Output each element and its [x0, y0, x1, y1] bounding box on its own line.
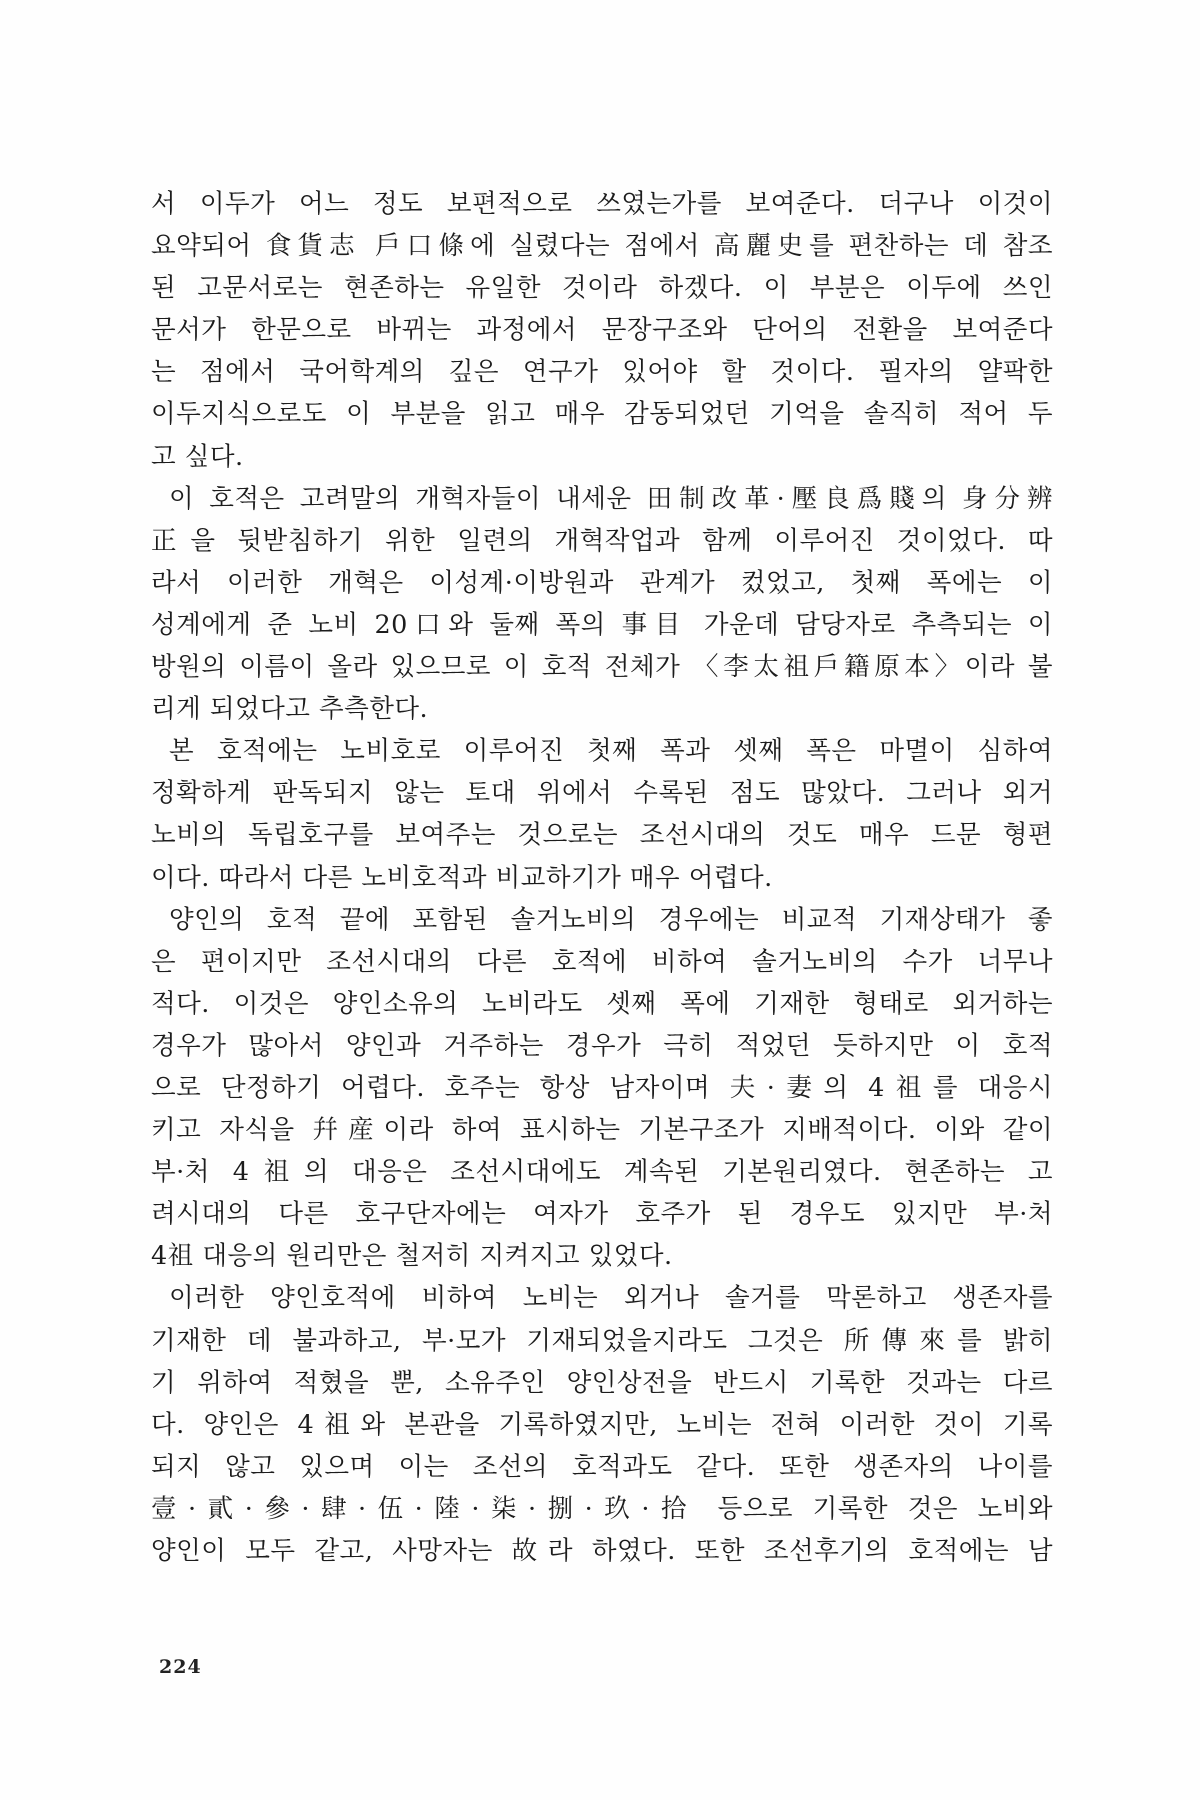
text-line: 적다. 이것은 양인소유의 노비라도 셋째 폭에 기재한 형태로 외거하는 [151, 988, 1053, 1019]
text-line: 양인이 모두 같고, 사망자는 故라 하였다. 또한 조선후기의 호적에는 남 [151, 1536, 1053, 1566]
text-line: 은 편이지만 조선시대의 다른 호적에 비하여 솔거노비의 수가 너무나 [151, 946, 1053, 977]
text-line: 문서가 한문으로 바뀌는 과정에서 문장구조와 단어의 전환을 보여준다 [151, 315, 1053, 346]
text-line: 성계에게 준 노비 20口와 둘째 폭의 事目 가운데 담당자로 추측되는 이 [151, 609, 1053, 640]
text-line: 4祖 대응의 원리만은 철저히 지켜지고 있었다. [151, 1241, 673, 1272]
text-line: 이 호적은 고려말의 개혁자들이 내세운 田制改革·壓良爲賤의 身分辨 [169, 483, 1053, 514]
text-line: 려시대의 다른 호구단자에는 여자가 호주가 된 경우도 있지만 부·처 [151, 1199, 1053, 1230]
paragraph [151, 730, 1053, 898]
text-line: 요약되어 食貨志 戶口條에 실렸다는 점에서 高麗史를 편찬하는 데 참조 [151, 231, 1053, 262]
text-line: 正을 뒷받침하기 위한 일련의 개혁작업과 함께 이루어진 것이었다. 따 [151, 525, 1053, 556]
text-line: 이러한 양인호적에 비하여 노비는 외거나 솔거를 막론하고 생존자를 [169, 1283, 1053, 1314]
text-line: 방원의 이름이 올라 있으므로 이 호적 전체가 〈李太祖戶籍原本〉이라 불 [151, 652, 1053, 683]
text-line: 으로 단정하기 어렵다. 호주는 항상 남자이며 夫·妻의 4祖를 대응시 [151, 1072, 1053, 1103]
text-line: 된 고문서로는 현존하는 유일한 것이라 하겠다. 이 부분은 이두에 쓰인 [151, 273, 1053, 304]
text-line: 다. 양인은 4祖와 본관을 기록하였지만, 노비는 전혀 이러한 것이 기록 [151, 1409, 1053, 1440]
text-line: 기재한 데 불과하고, 부·모가 기재되었을지라도 그것은 所傳來를 밝히 [151, 1325, 1053, 1356]
paragraph [151, 478, 1053, 731]
text-line: 정확하게 판독되지 않는 토대 위에서 수록된 점도 많았다. 그러나 외거 [151, 778, 1053, 809]
text-line: 키고 자식을 幷産이라 하여 표시하는 기본구조가 지배적이다. 이와 같이 [151, 1115, 1053, 1146]
text-line: 壹·貳·參·肆·伍·陸·柒·捌·玖·拾 등으로 기록한 것은 노비와 [151, 1493, 1053, 1524]
text-line: 는 점에서 국어학계의 깊은 연구가 있어야 할 것이다. 필자의 얄팍한 [151, 357, 1053, 388]
page-number: 224 [159, 1656, 202, 1678]
text-line: 기 위하여 적혔을 뿐, 소유주인 양인상전을 반드시 기록한 것과는 다르 [151, 1367, 1053, 1398]
text-line: 부·처 4祖의 대응은 조선시대에도 계속된 기본원리였다. 현존하는 고 [151, 1157, 1053, 1188]
text-line: 경우가 많아서 양인과 거주하는 경우가 극히 적었던 듯하지만 이 호적 [151, 1030, 1053, 1061]
text-line: 본 호적에는 노비호로 이루어진 첫째 폭과 셋째 폭은 마멸이 심하여 [169, 736, 1053, 767]
text-line: 라서 이러한 개혁은 이성계·이방원과 관계가 컸었고, 첫째 폭에는 이 [151, 567, 1053, 598]
text-line: 노비의 독립호구를 보여주는 것으로는 조선시대의 것도 매우 드문 형편 [151, 820, 1053, 851]
paragraph [151, 899, 1053, 1278]
text-line: 이다. 따라서 다른 노비호적과 비교하기가 매우 어렵다. [151, 862, 773, 893]
text-line: 리게 되었다고 추측한다. [151, 694, 429, 725]
text-line: 고 싶다. [151, 441, 244, 472]
body-text [151, 183, 1053, 1572]
text-line: 이두지식으로도 이 부분을 읽고 매우 감동되었던 기억을 솔직히 적어 두 [151, 399, 1053, 430]
text-line: 되지 않고 있으며 이는 조선의 호적과도 같다. 또한 생존자의 나이를 [151, 1451, 1053, 1482]
text-line: 양인의 호적 끝에 포함된 솔거노비의 경우에는 비교적 기재상태가 좋 [169, 904, 1053, 935]
paragraph [151, 1277, 1053, 1572]
paragraph [151, 183, 1053, 478]
text-line: 서 이두가 어느 정도 보편적으로 쓰였는가를 보여준다. 더구나 이것이 [151, 189, 1053, 219]
